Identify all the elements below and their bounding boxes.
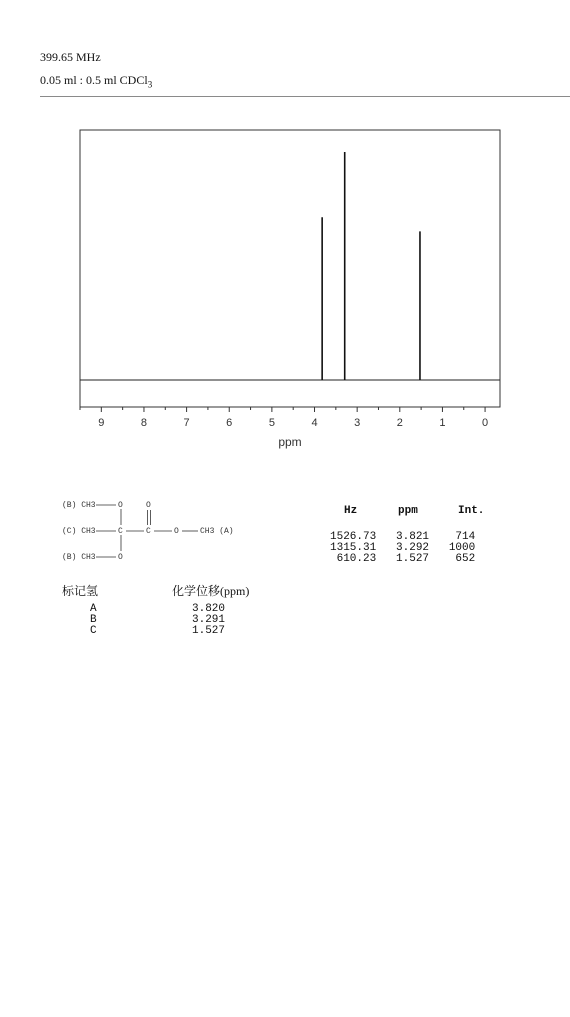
solvent-subscript: 3: [147, 79, 153, 90]
assignment-label: B: [90, 614, 97, 626]
assignment-label: A: [90, 603, 97, 615]
x-tick-label: 2: [396, 417, 403, 429]
assignment-header-shift: 化学位移(ppm): [172, 584, 250, 598]
spectrometer-frequency: 399.65 MHz: [40, 50, 101, 64]
x-tick-label: 9: [98, 417, 105, 429]
x-tick-label: 5: [268, 417, 275, 429]
structure-label-c: (C) CH3: [62, 527, 96, 536]
peak-table-row: 1526.73 3.821 714: [330, 531, 476, 543]
x-tick-label: 8: [140, 417, 148, 429]
x-axis-label: ppm: [278, 435, 302, 449]
peak-table-header-ppm: ppm: [398, 505, 418, 517]
structure-atom-o-ester: O: [174, 527, 179, 536]
structure-label-b1: (B) CH3: [62, 501, 96, 510]
structure-atom-o-top: O: [118, 501, 123, 510]
structure-label-a: CH3 (A): [200, 527, 234, 536]
peak-table-header-int: Int.: [458, 505, 485, 517]
assignment-shift: 1.527: [192, 625, 226, 637]
assignment-label: C: [90, 625, 97, 637]
assignment-shift: 3.820: [192, 603, 226, 615]
solvent-text: 0.05 ml : 0.5 ml CDCl: [40, 73, 148, 87]
x-tick-label: 3: [354, 417, 361, 429]
x-tick-label: 0: [482, 417, 489, 429]
assignment-shift: 3.291: [192, 614, 226, 626]
structure-atom-o-carbonyl: O: [146, 501, 151, 510]
structure-atom-o-bottom: O: [118, 553, 123, 562]
peak-table-row: 610.23 1.527 652: [330, 553, 476, 565]
x-tick-label: 1: [439, 417, 446, 429]
assignment-header-label: 标记氢: [62, 584, 99, 598]
structure-label-b2: (B) CH3: [62, 553, 96, 562]
peak-table-header-hz: Hz: [344, 505, 358, 517]
peak-table-row: 1315.31 3.292 1000: [330, 542, 476, 554]
x-tick-label: 6: [226, 417, 233, 429]
structure-atom-c-carbonyl: C: [146, 527, 151, 536]
x-tick-label: 7: [183, 417, 190, 429]
x-tick-label: 4: [311, 417, 318, 429]
structure-atom-c-center: C: [118, 527, 123, 536]
